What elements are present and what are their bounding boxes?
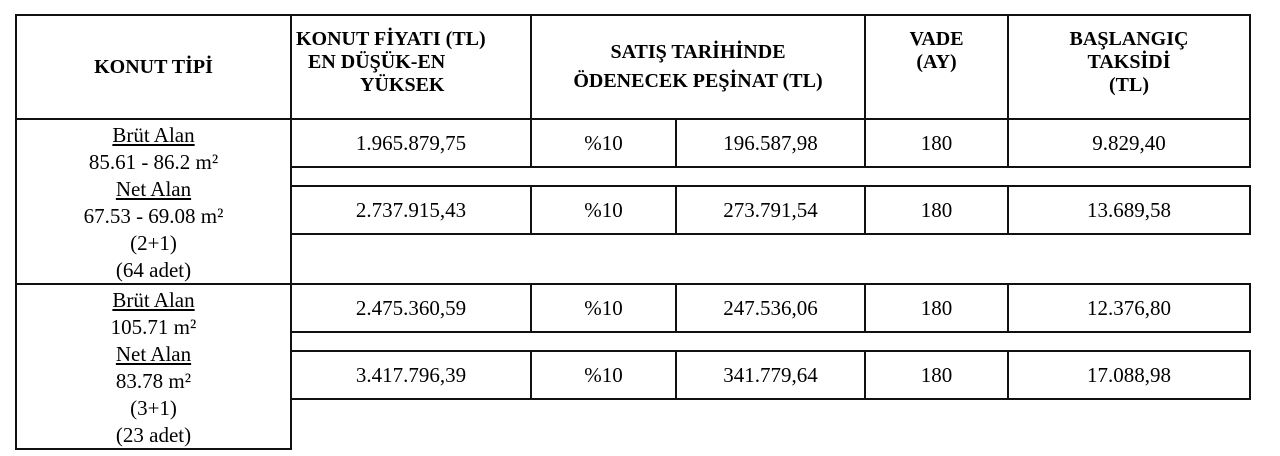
vade-cell: 180: [920, 197, 953, 222]
taksit-cell: 13.689,58: [1087, 197, 1171, 222]
header-konut-fiyati: KONUT FİYATI (TL) EN DÜŞÜK-EN YÜKSEK: [296, 28, 486, 96]
oran-cell: %10: [584, 295, 623, 320]
konut-tipi-info: Brüt Alan 105.71 m² Net Alan 83.78 m² (3+1) (23 adet): [110, 288, 197, 447]
taksit-cell: 9.829,40: [1092, 130, 1166, 155]
header-konut-tipi: KONUT TİPİ: [94, 55, 213, 78]
oran-cell: %10: [584, 362, 623, 387]
taksit-cell: 12.376,80: [1087, 295, 1171, 320]
oran-cell: %10: [584, 197, 623, 222]
taksit-cell: 17.088,98: [1087, 362, 1171, 387]
fiyat-cell: 2.737.915,43: [355, 197, 467, 222]
header-baslangic-taksidi: BAŞLANGIÇ TAKSİDİ (TL): [1069, 28, 1189, 96]
header-vade: VADE (AY): [909, 28, 964, 73]
vade-cell: 180: [920, 130, 953, 155]
vade-cell: 180: [920, 362, 953, 387]
pesinat-cell: 273.791,54: [723, 197, 818, 222]
pesinat-cell: 196.587,98: [723, 130, 818, 155]
fiyat-cell: 1.965.879,75: [355, 130, 467, 155]
pesinat-cell: 341.779,64: [723, 362, 818, 387]
vade-cell: 180: [920, 295, 953, 320]
oran-cell: %10: [584, 130, 623, 155]
pesinat-cell: 247.536,06: [723, 295, 818, 320]
konut-tipi-info: Brüt Alan 85.61 - 86.2 m² Net Alan 67.53 - 69.08 m² (2+1) (64 adet): [83, 123, 224, 282]
header-pesinat: SATIŞ TARİHİNDE ÖDENECEK PEŞİNAT (TL): [573, 41, 823, 92]
fiyat-cell: 2.475.360,59: [355, 295, 467, 320]
fiyat-cell: 3.417.796,39: [355, 362, 467, 387]
